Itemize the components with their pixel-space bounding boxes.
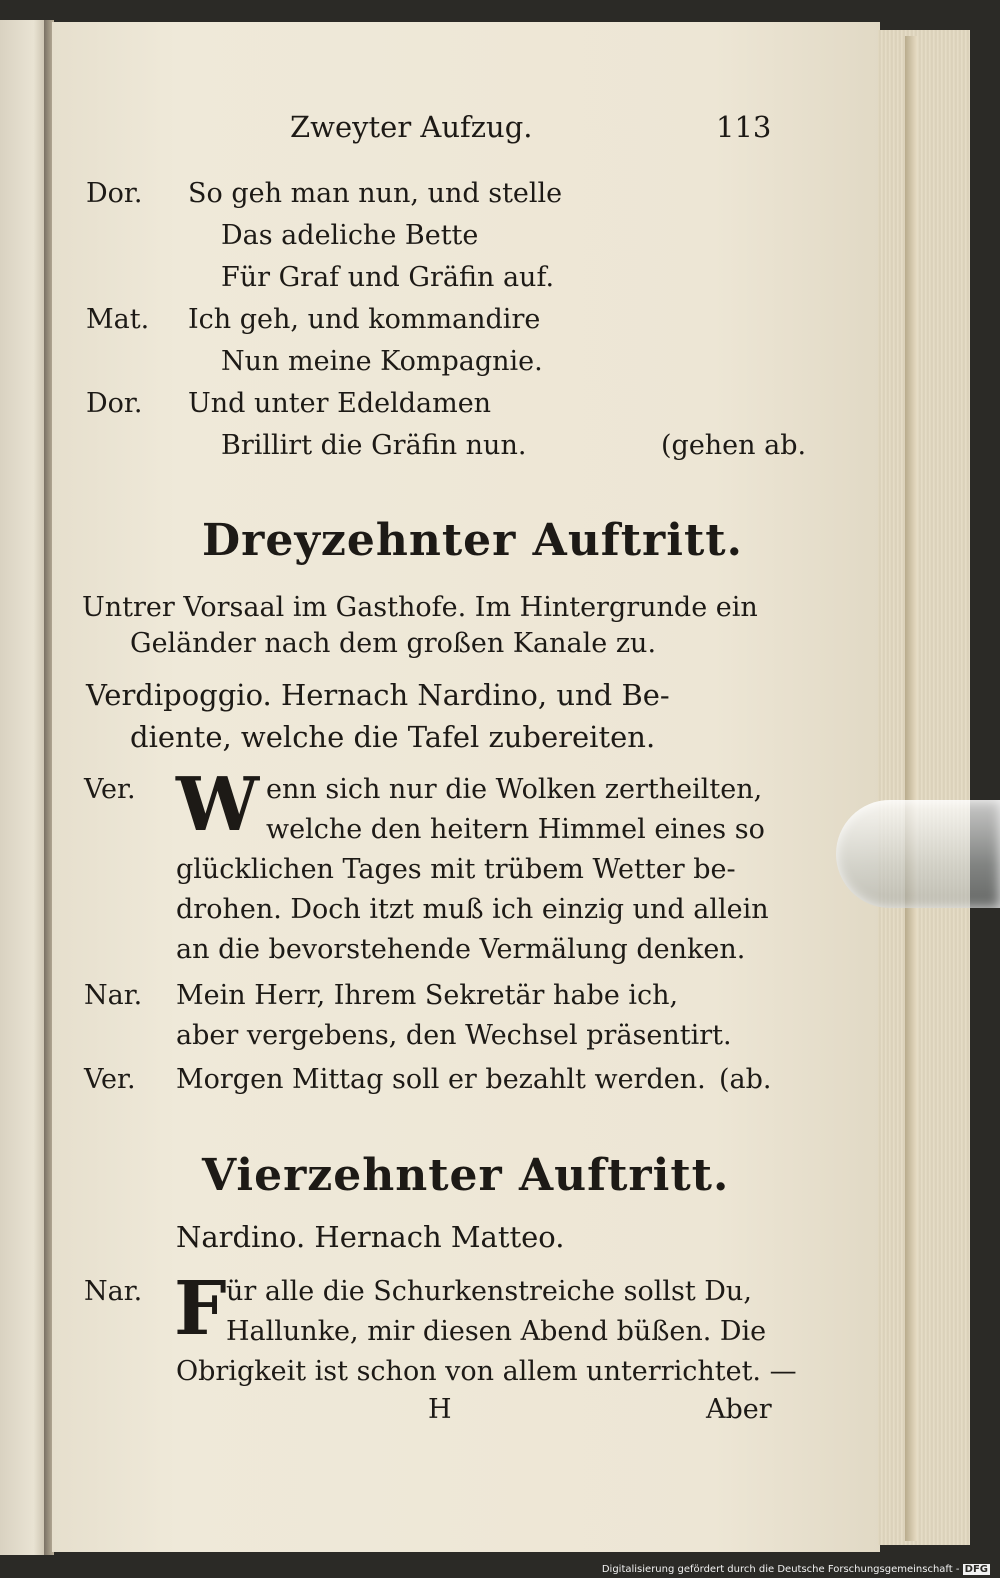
page-number: 113 [716, 110, 772, 144]
cast-line: diente, welche die Tafel zubereiten. [130, 720, 656, 754]
catchword: Aber [706, 1394, 772, 1425]
speaker-label: Ver. [84, 774, 136, 805]
page-stack-shadow [905, 36, 917, 1541]
verse-line: Für Graf und Gräfin auf. [221, 262, 555, 293]
stage-direction: (gehen ab. [661, 430, 807, 461]
verse-line: So geh man nun, und stelle [188, 178, 563, 209]
footer-credit [602, 1564, 990, 1575]
verse-line: Ich geh, und kommandire [188, 304, 541, 335]
scene-title: Dreyzehnter Auftritt. [202, 515, 743, 566]
cast-line: Verdipoggio. Hernach Nardino, und Be- [86, 678, 670, 712]
prose-line: Obrigkeit ist schon von allem unterrichtet. — [176, 1356, 797, 1387]
prose-line: Hallunke, mir diesen Abend büßen. Die [226, 1316, 767, 1347]
prose-line: an die bevorstehende Vermälung denken. [176, 934, 746, 965]
scene-title: Vierzehnter Auftritt. [202, 1150, 730, 1201]
speaker-label: Mat. [86, 304, 150, 335]
dfg-logo: DFG [964, 1564, 988, 1575]
verse-line: Nun meine Kompagnie. [221, 346, 543, 377]
speaker-label: Dor. [86, 178, 143, 209]
speaker-label: Dor. [86, 388, 143, 419]
prose-line: ür alle die Schurkenstreiche sollst Du, [226, 1276, 752, 1307]
left-page-edge [0, 20, 48, 1555]
prose-line: Morgen Mittag soll er bezahlt werden. [176, 1064, 706, 1095]
running-title: Zweyter Aufzug. [290, 110, 533, 144]
drop-capital: W [176, 762, 260, 848]
page-clip [836, 800, 1000, 908]
speaker-label: Nar. [84, 980, 143, 1011]
prose-line: aber vergebens, den Wechsel präsentirt. [176, 1020, 732, 1051]
footer-text: Digitalisierung gefördert durch die Deutsche Forschungsgemeinschaft - [601, 1564, 963, 1575]
prose-line: glücklichen Tages mit trübem Wetter be- [176, 854, 736, 885]
verse-line: Das adeliche Bette [221, 220, 479, 251]
prose-line: welche den heitern Himmel eines so [266, 814, 765, 845]
scene-setting-line: Geländer nach dem großen Kanale zu. [130, 628, 657, 659]
prose-line: drohen. Doch itzt muß ich einzig und allein [176, 894, 769, 925]
speaker-label: Ver. [84, 1064, 136, 1095]
prose-line: enn sich nur die Wolken zertheilten, [266, 774, 763, 805]
stage-direction: (ab. [719, 1064, 772, 1095]
scene-setting-line: Untrer Vorsaal im Gasthofe. Im Hintergrunde ein [82, 592, 758, 623]
signature-mark: H [428, 1394, 452, 1425]
prose-line: Mein Herr, Ihrem Sekretär habe ich, [176, 980, 679, 1011]
speaker-label: Nar. [84, 1276, 143, 1307]
cast-line: Nardino. Hernach Matteo. [176, 1220, 565, 1254]
verse-line: Brillirt die Gräfin nun. [221, 430, 527, 461]
page-stack-edge [878, 30, 970, 1545]
verse-line: Und unter Edeldamen [188, 388, 492, 419]
drop-capital: F [174, 1266, 227, 1352]
